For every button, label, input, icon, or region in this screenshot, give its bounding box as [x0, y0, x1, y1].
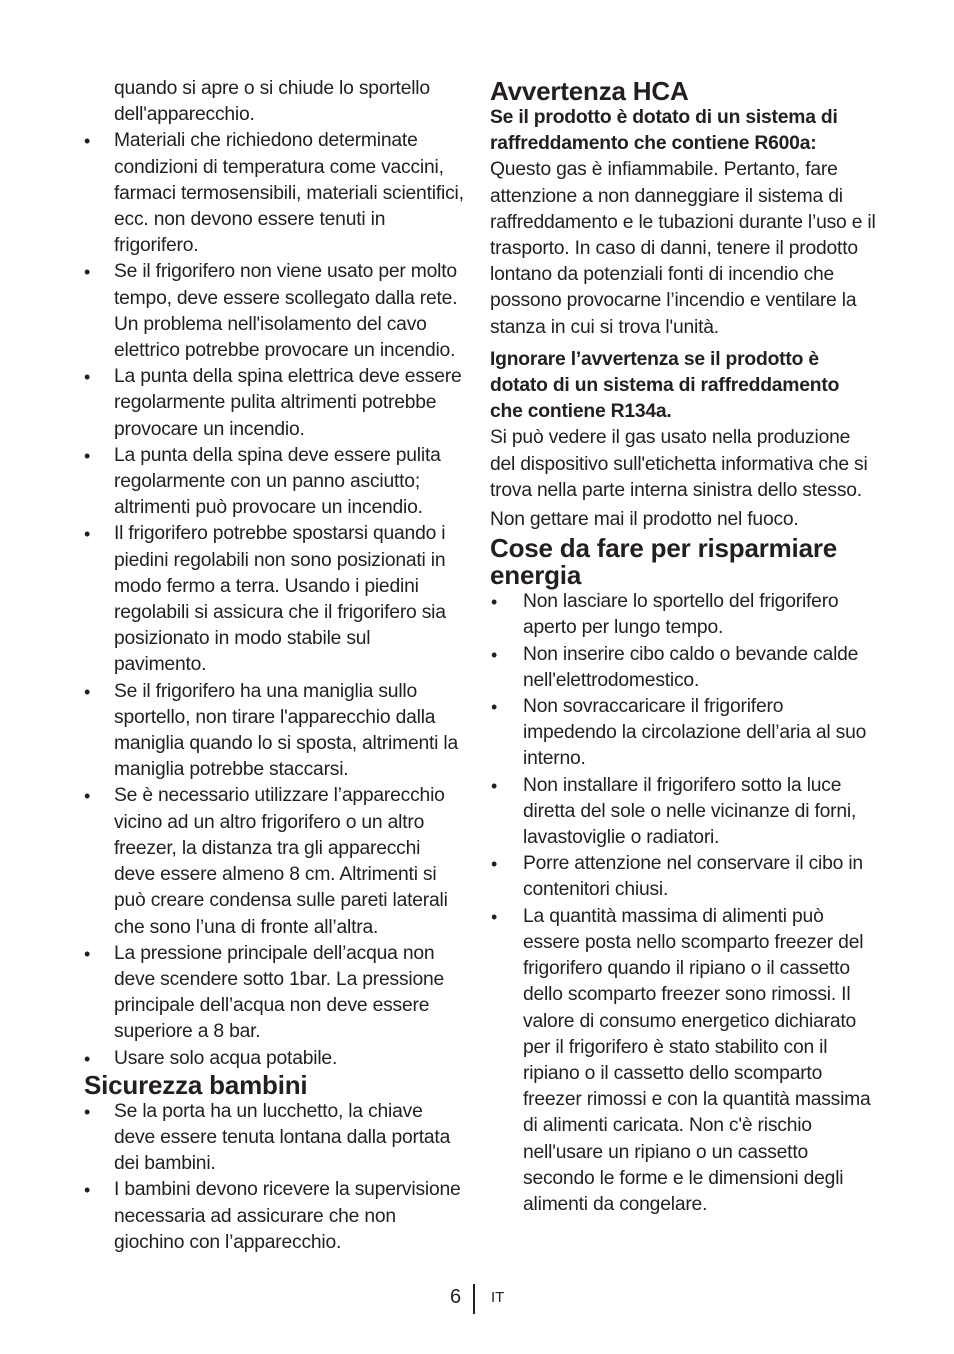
list-item: • La punta della spina elettrica deve essere regolarmente pulita altrimenti potrebbe provocare un incendio.: [84, 364, 466, 443]
r134a-subheading: Ignorare l’avvertenza se il prodotto è dotato di un sistema di raffreddamento che contiene R134a.: [490, 348, 840, 423]
children-bullet-list: [84, 1099, 466, 1256]
list-item: • Porre attenzione nel conservare il cibo in contenitori chiusi.: [490, 851, 876, 903]
hca-subheading: Se il prodotto è dotato di un sistema di raffreddamento che contiene R600a:: [490, 107, 838, 155]
hca-warning-heading: Avvertenza HCA: [490, 76, 689, 106]
energy-saving-heading: Cose da fare per risparmiare energia: [490, 533, 838, 591]
left-column: [84, 76, 466, 1256]
list-item: • La punta della spina deve essere pulita regolarmente con un panno asciutto; altrimenti può provocare un incendio.: [84, 443, 466, 522]
children-safety-heading: Sicurezza bambini: [84, 1069, 308, 1100]
list-item: • Se il frigorifero non viene usato per molto tempo, deve essere scollegato dalla rete. Un problema nell'isolamento del cavo elettrico potrebbe provocare un incendio.: [84, 259, 466, 364]
list-item: • Il frigorifero potrebbe spostarsi quando i piedini regolabili non sono posizionati in modo fermo a terra. Usando i piedini regolabili si assicura che il frigorifero sia posizionato in modo stabile sul pavimento.: [84, 521, 466, 678]
list-item: • I bambini devono ricevere la supervisione necessaria ad assicurare che non giochino con l’apparecchio.: [84, 1177, 466, 1256]
continued-paragraph: quando si apre o si chiude lo sportello dell'apparecchio.: [114, 78, 430, 126]
r134a-paragraph: Si può vedere il gas usato nella produzione del dispositivo sull'etichetta informativa che si trova nella parte interna sinistra dello stesso.: [490, 427, 868, 501]
list-item: • La pressione principale dell’acqua non deve scendere sotto 1bar. La pressione principale dell’acqua non deve essere superiore a 8 bar.: [84, 941, 466, 1046]
list-item: • Se è necessario utilizzare l’apparecchio vicino ad un altro frigorifero o un altro freezer, la distanza tra gli apparecchi deve essere almeno 8 cm. Altrimenti si può creare condensa sulle pareti laterali che sono l’una di fronte all’altra.: [84, 783, 466, 940]
footer-divider: [473, 1284, 475, 1314]
list-item: • Se la porta ha un lucchetto, la chiave deve essere tenuta lontana dalla portata dei bambini.: [84, 1099, 466, 1178]
list-item: • Usare solo acqua potabile.: [84, 1046, 466, 1072]
language-code: IT: [491, 1289, 505, 1306]
list-item: • Non lasciare lo sportello del frigorifero aperto per lungo tempo.: [490, 589, 876, 641]
hca-paragraph: Questo gas è infiammabile. Pertanto, fare attenzione a non danneggiare il sistema di raffreddamento e le tubazioni durante l’uso e il trasporto. In caso di danni, tenere il prodotto lontano da potenziali fonti di incendio che possono provocarne l’incendio e ventilare la stanza in cui si trova l'unità.: [490, 159, 876, 338]
list-item: • La quantità massima di alimenti può essere posta nello scomparto freezer del frigorifero quando il ripiano o il cassetto dello scomparto freezer sono rimossi. Il valore di consumo energetico dichiarato per il frigorifero è stato stabilito con il ripiano o il cassetto dello scomparto freezer rimossi e con la quantità massima di alimenti caricata. Non c'è rischio nell'usare un ripiano o un cassetto secondo le forme e le dimensioni degli alimenti da congelare.: [490, 904, 876, 1218]
list-item: • Non inserire cibo caldo o bevande calde nell'elettrodomestico.: [490, 642, 876, 694]
fire-warning-paragraph: Non gettare mai il prodotto nel fuoco.: [490, 509, 799, 531]
list-item: • Materiali che richiedono determinate condizioni di temperatura come vaccini, farmaci termosensibili, materiali scientifici, ecc. non devono essere tenuti in frigorifero.: [84, 128, 466, 259]
safety-bullet-list: [84, 128, 466, 1071]
page-number: 6: [450, 1286, 462, 1308]
energy-bullet-list: [490, 589, 876, 1218]
list-item: • Non sovraccaricare il frigorifero impedendo la circolazione dell’aria al suo interno.: [490, 694, 876, 773]
list-item: • Se il frigorifero ha una maniglia sullo sportello, non tirare l'apparecchio dalla maniglia quando lo si sposta, altrimenti la maniglia potrebbe staccarsi.: [84, 679, 466, 784]
right-column: [490, 76, 876, 1218]
list-item: • Non installare il frigorifero sotto la luce diretta del sole o nelle vicinanze di forni, lavastoviglie o radiatori.: [490, 773, 876, 852]
